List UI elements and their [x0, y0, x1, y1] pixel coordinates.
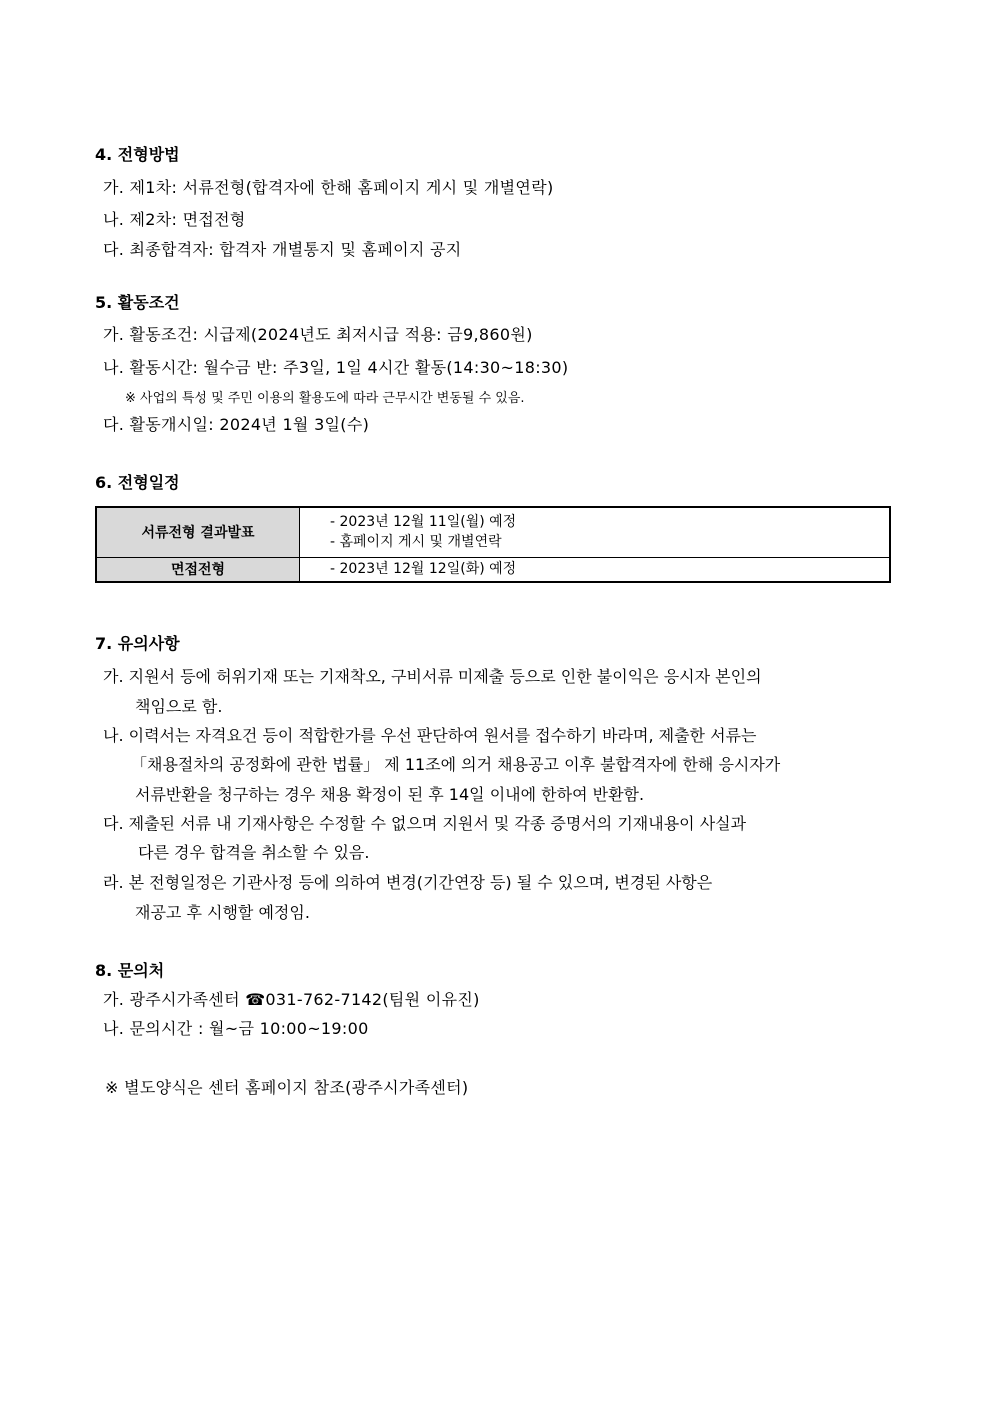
- notice-line: 라. 본 전형일정은 기관사정 등에 의하여 변경(기간연장 등) 될 수 있으며, 변경된 사항은: [103, 873, 713, 892]
- section-5-item-2: 나. 활동시간: 월수금 반: 주3일, 1일 4시간 활동(14:30~18:30): [103, 358, 569, 377]
- table-cell-label: 면접전형: [96, 557, 300, 582]
- contact-hours-line: 나. 문의시간 : 월~금 10:00~19:00: [103, 1019, 369, 1038]
- notice-line: 재공고 후 시행할 예정임.: [135, 903, 310, 922]
- table-cell-line: - 홈페이지 게시 및 개별연락: [330, 534, 502, 551]
- table-cell-label: 서류전형 결과발표: [96, 507, 300, 557]
- table-row: [96, 557, 890, 582]
- section-5-heading: 5. 활동조건: [95, 293, 180, 312]
- table-cell-line: - 2023년 12월 11일(월) 예정: [330, 514, 517, 531]
- notice-line: 다른 경우 합격을 취소할 수 있음.: [138, 843, 370, 862]
- footer-note: ※ 별도양식은 센터 홈페이지 참조(광주시가족센터): [105, 1078, 469, 1097]
- section-4-heading: 4. 전형방법: [95, 145, 180, 164]
- contact-line: 가. 광주시가족센터 ☎031-762-7142(팀원 이유진): [103, 990, 480, 1009]
- schedule-table: [95, 506, 891, 583]
- section-8-heading: 8. 문의처: [95, 961, 165, 980]
- notice-line: 「채용절차의 공정화에 관한 법률」 제 11조에 의거 채용공고 이후 불합격자에 한해 응시자가: [131, 755, 781, 774]
- section-4-item-2: 나. 제2차: 면접전형: [103, 210, 246, 229]
- section-5-item-3: 다. 활동개시일: 2024년 1월 3일(수): [103, 415, 370, 434]
- table-cell-line: - 2023년 12월 12일(화) 예정: [330, 561, 517, 578]
- notice-line: 책임으로 함.: [135, 697, 223, 716]
- notice-line: 가. 지원서 등에 허위기재 또는 기재착오, 구비서류 미제출 등으로 인한 불이익은 응시자 본인의: [103, 667, 762, 686]
- notice-line: 다. 제출된 서류 내 기재사항은 수정할 수 없으며 지원서 및 각종 증명서의 기재내용이 사실과: [103, 814, 747, 833]
- section-5-item-1: 가. 활동조건: 시급제(2024년도 최저시급 적용: 금9,860원): [103, 325, 533, 344]
- section-6-heading: 6. 전형일정: [95, 473, 180, 492]
- section-5-note: ※ 사업의 특성 및 주민 이용의 활용도에 따라 근무시간 변동될 수 있음.: [125, 391, 525, 406]
- notice-line: 서류반환을 청구하는 경우 채용 확정이 된 후 14일 이내에 한하여 반환함.: [135, 785, 645, 804]
- section-4-item-3: 다. 최종합격자: 합격자 개별통지 및 홈페이지 공지: [103, 240, 462, 259]
- section-4-item-1: 가. 제1차: 서류전형(합격자에 한해 홈페이지 게시 및 개별연락): [103, 178, 554, 197]
- table-cell-value: [300, 507, 891, 557]
- section-7-heading: 7. 유의사항: [95, 634, 180, 653]
- notice-line: 나. 이력서는 자격요건 등이 적합한가를 우선 판단하여 원서를 접수하기 바라며, 제출한 서류는: [103, 726, 757, 745]
- table-row: [96, 507, 890, 557]
- table-cell-value: [300, 557, 891, 582]
